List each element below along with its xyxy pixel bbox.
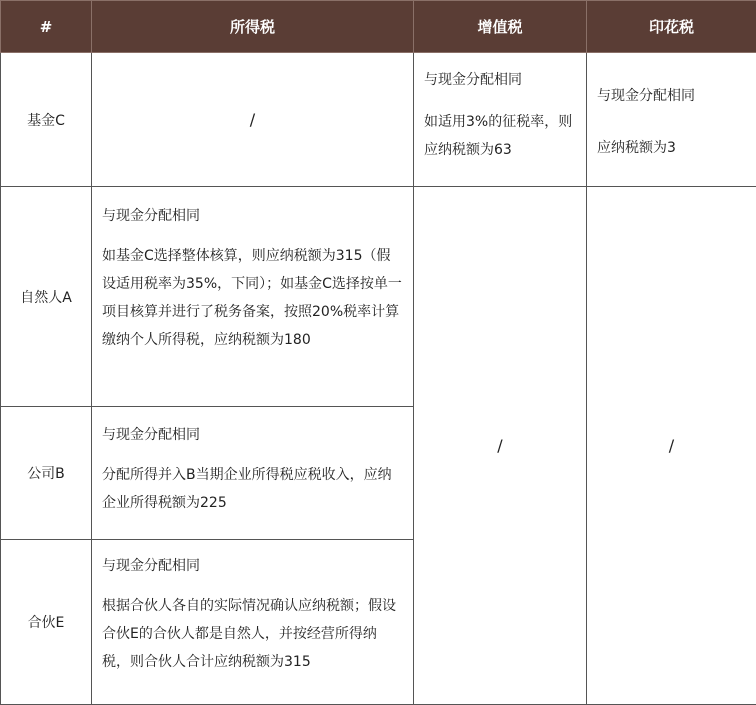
company-b-income-tax [92,407,414,540]
fund-c-vat-line2: 如适用3%的征税率，则应纳税额为63 [424,114,573,158]
partnership-e-income-tax [92,540,414,705]
merged-stamp-cell: / [587,187,756,705]
row-label-person-a: 自然人A [1,187,92,407]
table-row-fund-c [1,53,756,187]
fund-c-income-tax: / [92,53,414,187]
header-vat: 增值税 [414,1,587,53]
row-label-company-b: 公司B [1,407,92,540]
header-income-tax: 所得税 [92,1,414,53]
fund-c-stamp-tax [587,53,756,187]
fund-c-vat [414,53,587,187]
header-stamp-tax: 印花税 [587,1,756,53]
table-row-person-a [1,187,756,407]
partnership-e-income-line1: 与现金分配相同 [102,558,200,574]
person-a-income-line1: 与现金分配相同 [102,208,200,224]
header-hash: # [1,1,92,53]
partnership-e-income-line2: 根据合伙人各自的实际情况确认应纳税额；假设合伙E的合伙人都是自然人，并按经营所得纳税，则合伙人合计应纳税额为315 [102,598,396,670]
row-label-partnership-e: 合伙E [1,540,92,705]
fund-c-stamp-line2: 应纳税额为3 [597,140,676,156]
fund-c-stamp-line1: 与现金分配相同 [597,88,695,104]
company-b-income-line2: 分配所得并入B当期企业所得税应税收入，应纳企业所得税额为225 [102,467,392,511]
person-a-income-line2: 如基金C选择整体核算，则应纳税额为315（假设适用税率为35%，下同）；如基金C选择按单一项目核算并进行了税务备案，按照20%税率计算缴纳个人所得税，应纳税额为180 [102,248,402,348]
merged-vat-cell: / [414,187,587,705]
header-row [1,1,756,53]
company-b-income-line1: 与现金分配相同 [102,427,200,443]
fund-c-vat-line1: 与现金分配相同 [424,72,522,88]
row-label-fund-c: 基金C [1,53,92,187]
person-a-income-tax [92,187,414,407]
